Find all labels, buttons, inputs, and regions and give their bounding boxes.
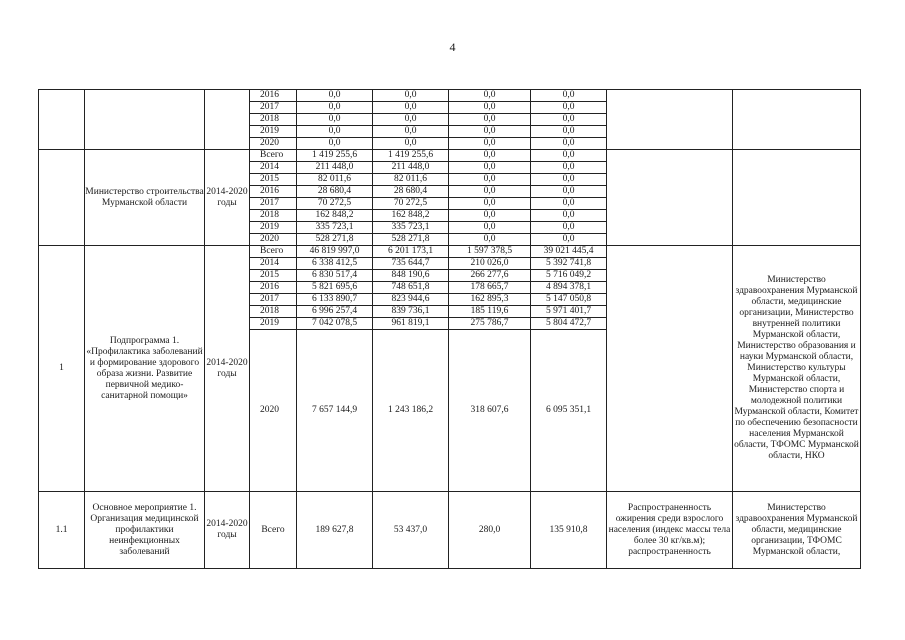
total-cell: 28 680,4 [297, 186, 373, 198]
other-sources-cell: 0,0 [531, 90, 607, 102]
federal-budget-cell: 0,0 [449, 138, 531, 150]
other-sources-cell: 0,0 [531, 126, 607, 138]
regional-budget-cell: 839 736,1 [373, 306, 449, 318]
regional-budget-cell: 211 448,0 [373, 162, 449, 174]
other-sources-cell: 0,0 [531, 198, 607, 210]
total-cell: 5 821 695,6 [297, 282, 373, 294]
year-cell: 2016 [250, 90, 297, 102]
federal-budget-cell: 0,0 [449, 90, 531, 102]
year-cell: 2017 [250, 294, 297, 306]
regional-budget-cell: 70 272,5 [373, 198, 449, 210]
total-cell: 6 830 517,4 [297, 270, 373, 282]
federal-budget-cell: 266 277,6 [449, 270, 531, 282]
federal-budget-cell: 210 026,0 [449, 258, 531, 270]
federal-budget-cell: 0,0 [449, 102, 531, 114]
total-cell: 0,0 [297, 90, 373, 102]
year-cell: 2015 [250, 270, 297, 282]
year-cell: 2020 [250, 234, 297, 246]
num-cell: 1.1 [39, 492, 85, 569]
total-cell: 70 272,5 [297, 198, 373, 210]
year-cell: 2019 [250, 318, 297, 330]
total-cell: 0,0 [297, 114, 373, 126]
federal-budget-cell: 162 895,3 [449, 294, 531, 306]
table-row [39, 150, 861, 162]
other-sources-cell: 0,0 [531, 186, 607, 198]
year-cell: Всего [250, 492, 297, 569]
other-sources-cell: 0,0 [531, 150, 607, 162]
total-cell: 0,0 [297, 138, 373, 150]
other-sources-cell: 6 095 351,1 [531, 330, 607, 492]
regional-budget-cell: 748 651,8 [373, 282, 449, 294]
year-cell: 2015 [250, 174, 297, 186]
federal-budget-cell: 178 665,7 [449, 282, 531, 294]
table-row [39, 90, 861, 102]
year-cell: 2014 [250, 162, 297, 174]
total-cell: 6 133 890,7 [297, 294, 373, 306]
total-cell: 6 338 412,5 [297, 258, 373, 270]
regional-budget-cell: 735 644,7 [373, 258, 449, 270]
num-cell: 1 [39, 246, 85, 492]
regional-budget-cell: 53 437,0 [373, 492, 449, 569]
other-sources-cell: 39 021 445,4 [531, 246, 607, 258]
federal-budget-cell: 1 597 378,5 [449, 246, 531, 258]
federal-budget-cell: 185 119,6 [449, 306, 531, 318]
year-cell: 2019 [250, 126, 297, 138]
regional-budget-cell: 1 243 186,2 [373, 330, 449, 492]
other-sources-cell: 0,0 [531, 102, 607, 114]
total-cell: 82 011,6 [297, 174, 373, 186]
federal-budget-cell: 280,0 [449, 492, 531, 569]
regional-budget-cell: 162 848,2 [373, 210, 449, 222]
total-cell: 0,0 [297, 126, 373, 138]
indicator-cell [607, 150, 733, 246]
other-sources-cell: 135 910,8 [531, 492, 607, 569]
regional-budget-cell: 0,0 [373, 90, 449, 102]
period-cell: 2014-2020 годы [205, 150, 250, 246]
total-cell: 335 723,1 [297, 222, 373, 234]
year-cell: Всего [250, 246, 297, 258]
num-cell [39, 150, 85, 246]
year-cell: 2018 [250, 114, 297, 126]
total-cell: 1 419 255,6 [297, 150, 373, 162]
federal-budget-cell: 0,0 [449, 234, 531, 246]
total-cell: 7 042 078,5 [297, 318, 373, 330]
regional-budget-cell: 848 190,6 [373, 270, 449, 282]
other-sources-cell: 5 971 401,7 [531, 306, 607, 318]
period-cell [205, 90, 250, 150]
indicator-cell: Распространенность ожирения среди взрослого населения (индекс массы тела более 30 кг/кв.м); распространенность [607, 492, 733, 569]
other-sources-cell: 5 392 741,8 [531, 258, 607, 270]
year-cell: 2016 [250, 282, 297, 294]
federal-budget-cell: 0,0 [449, 162, 531, 174]
federal-budget-cell: 0,0 [449, 114, 531, 126]
table-row [39, 492, 861, 569]
period-cell: 2014-2020 годы [205, 492, 250, 569]
subprogram-name-cell: Подпрограмма 1. «Профилактика заболеваний и формирование здорового образа жизни. Развитие первичной медико-санитарной помощи» [85, 246, 205, 492]
executor-cell [733, 150, 861, 246]
year-cell: 2020 [250, 330, 297, 492]
other-sources-cell: 0,0 [531, 210, 607, 222]
federal-budget-cell: 0,0 [449, 150, 531, 162]
federal-budget-cell: 0,0 [449, 198, 531, 210]
federal-budget-cell: 0,0 [449, 210, 531, 222]
year-cell: 2018 [250, 306, 297, 318]
total-cell: 162 848,2 [297, 210, 373, 222]
regional-budget-cell: 1 419 255,6 [373, 150, 449, 162]
regional-budget-cell: 6 201 173,1 [373, 246, 449, 258]
year-cell: 2019 [250, 222, 297, 234]
federal-budget-cell: 318 607,6 [449, 330, 531, 492]
name-cell [85, 90, 205, 150]
total-cell: 0,0 [297, 102, 373, 114]
regional-budget-cell: 0,0 [373, 114, 449, 126]
ministry-name-cell: Министерство строительства Мурманской области [85, 150, 205, 246]
year-cell: 2016 [250, 186, 297, 198]
regional-budget-cell: 823 944,6 [373, 294, 449, 306]
year-cell: Всего [250, 150, 297, 162]
total-cell: 211 448,0 [297, 162, 373, 174]
executor-cell: Министерство здравоохранения Мурманской области, медицинские организации, Министерство внутренней политики Мурманской области, Министерство образования и науки Мурманской области, Министерство культуры Мурманской области, Министерство спорта и молодежной политики Мурманской области, Комитет по обеспечению безопасности населения Мурманской области, ТФОМС Мурманской области, НКО [733, 246, 861, 492]
regional-budget-cell: 0,0 [373, 138, 449, 150]
executor-cell: Министерство здравоохранения Мурманской области, медицинские организации, ТФОМС Мурманской области, [733, 492, 861, 569]
total-cell: 7 657 144,9 [297, 330, 373, 492]
year-cell: 2018 [250, 210, 297, 222]
other-sources-cell: 0,0 [531, 174, 607, 186]
table-body [39, 90, 861, 569]
executor-cell [733, 90, 861, 150]
year-cell: 2020 [250, 138, 297, 150]
indicator-cell [607, 90, 733, 150]
other-sources-cell: 0,0 [531, 222, 607, 234]
regional-budget-cell: 28 680,4 [373, 186, 449, 198]
indicator-cell [607, 246, 733, 492]
regional-budget-cell: 0,0 [373, 126, 449, 138]
other-sources-cell: 0,0 [531, 114, 607, 126]
page-number: 4 [449, 40, 456, 54]
regional-budget-cell: 0,0 [373, 102, 449, 114]
other-sources-cell: 0,0 [531, 162, 607, 174]
table-row [39, 246, 861, 258]
period-cell: 2014-2020 годы [205, 246, 250, 492]
federal-budget-cell: 0,0 [449, 126, 531, 138]
other-sources-cell: 5 147 050,8 [531, 294, 607, 306]
other-sources-cell: 5 804 472,7 [531, 318, 607, 330]
total-cell: 6 996 257,4 [297, 306, 373, 318]
other-sources-cell: 4 894 378,1 [531, 282, 607, 294]
federal-budget-cell: 0,0 [449, 222, 531, 234]
num-cell [39, 90, 85, 150]
regional-budget-cell: 82 011,6 [373, 174, 449, 186]
budget-table [38, 89, 861, 569]
total-cell: 528 271,8 [297, 234, 373, 246]
total-cell: 189 627,8 [297, 492, 373, 569]
year-cell: 2014 [250, 258, 297, 270]
year-cell: 2017 [250, 198, 297, 210]
other-sources-cell: 0,0 [531, 234, 607, 246]
regional-budget-cell: 335 723,1 [373, 222, 449, 234]
other-sources-cell: 0,0 [531, 138, 607, 150]
federal-budget-cell: 0,0 [449, 186, 531, 198]
federal-budget-cell: 0,0 [449, 174, 531, 186]
measure-name-cell: Основное мероприятие 1. Организация медицинской профилактики неинфекционных заболеваний [85, 492, 205, 569]
federal-budget-cell: 275 786,7 [449, 318, 531, 330]
year-cell: 2017 [250, 102, 297, 114]
regional-budget-cell: 528 271,8 [373, 234, 449, 246]
regional-budget-cell: 961 819,1 [373, 318, 449, 330]
total-cell: 46 819 997,0 [297, 246, 373, 258]
other-sources-cell: 5 716 049,2 [531, 270, 607, 282]
